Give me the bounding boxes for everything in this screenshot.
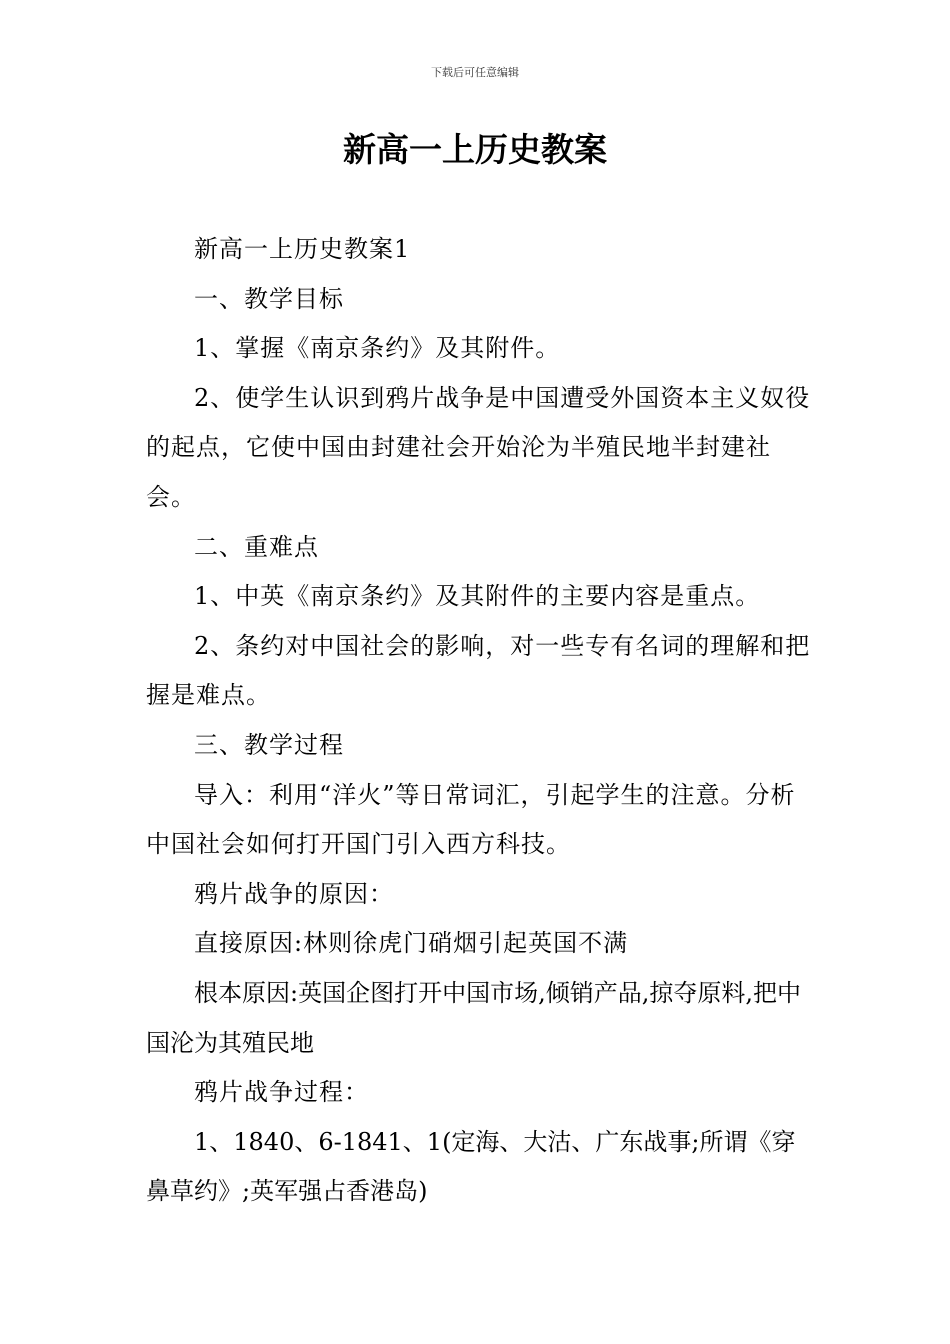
paragraph-heading-process: 三、教学过程: [194, 730, 344, 759]
header-note: 下载后可任意编辑: [431, 66, 519, 79]
paragraph-direct-cause: 直接原因:林则徐虎门硝烟引起英国不满: [194, 929, 629, 958]
document-title: 新高一上历史教案: [343, 130, 607, 169]
paragraph-root-cause: 根本原因:英国企图打开中国市场,倾销产品,掠夺原料,把中国沦为其殖民地: [146, 978, 801, 1057]
paragraph-heading-objectives: 一、教学目标: [194, 284, 344, 313]
paragraph-objective-2: 2、使学生认识到鸦片战争是中国遭受外国资本主义奴役的起点，它使中国由封建社会开始沦为半殖民地半封建社会。: [146, 383, 811, 511]
paragraph-process-heading: 鸦片战争过程：: [194, 1078, 369, 1107]
paragraph-process-stage-1: 1、1840、6-1841、1(定海、大沽、广东战事;所谓《穿鼻草约》;英军强占香港岛): [146, 1127, 796, 1206]
document-body: [146, 225, 812, 1217]
paragraph-objective-1: 1、掌握《南京条约》及其附件。: [194, 334, 561, 363]
paragraph-heading-key-points: 二、重难点: [194, 532, 319, 561]
paragraph-key-point-1: 1、中英《南京条约》及其附件的主要内容是重点。: [194, 582, 761, 611]
paragraph-key-point-2: 2、条约对中国社会的影响，对一些专有名词的理解和把握是难点。: [146, 631, 811, 710]
paragraph-causes-heading: 鸦片战争的原因：: [194, 879, 394, 908]
paragraph-introduction: 导入：利用“洋火”等日常词汇，引起学生的注意。分析中国社会如何打开国门引入西方科技。: [146, 780, 796, 859]
paragraph-section-heading: 新高一上历史教案1: [194, 235, 411, 263]
